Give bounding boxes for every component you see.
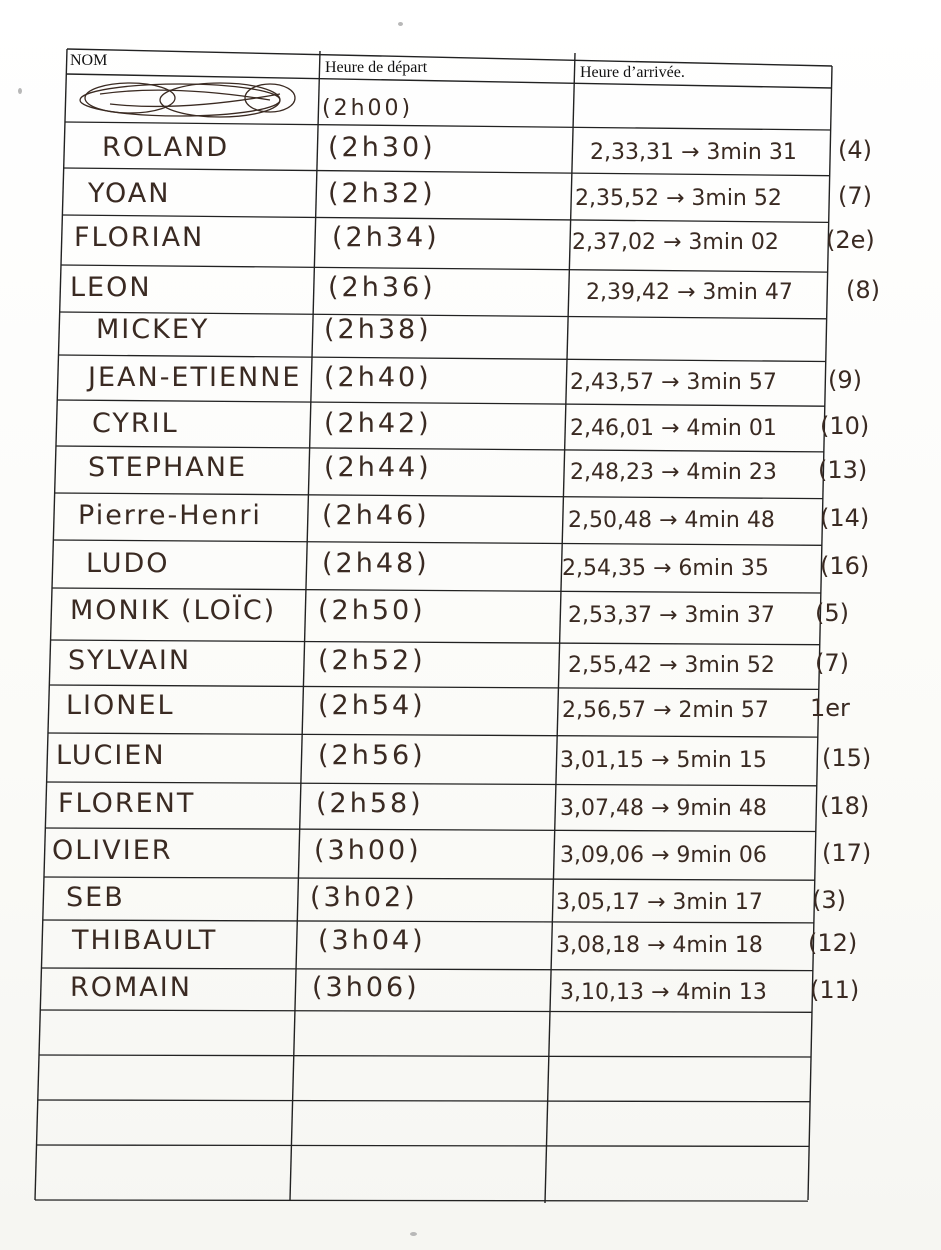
departure-time: (2h40) <box>324 362 432 393</box>
rank-label: (16) <box>820 552 870 580</box>
column-header-arrivee: Heure d’arrivée. <box>580 64 685 81</box>
rank-label: (9) <box>828 366 862 394</box>
participant-name: LUDO <box>86 548 170 579</box>
row-separator <box>49 685 819 689</box>
row-separator <box>56 446 824 452</box>
row-separator <box>61 265 828 272</box>
participant-name: FLORENT <box>58 788 196 819</box>
arrival-time: 2,46,01 → 4min 01 <box>570 416 777 441</box>
participant-name: FLORIAN <box>74 222 205 253</box>
row-separator <box>58 355 825 362</box>
rank-label: (10) <box>820 412 870 440</box>
participant-name: THIBAULT <box>72 925 218 956</box>
arrival-time: 2,56,57 → 2min 57 <box>562 698 769 723</box>
rank-label: (3) <box>812 886 846 914</box>
departure-time: (2h32) <box>328 178 436 209</box>
row-separator <box>57 400 825 406</box>
row-separator <box>55 493 823 499</box>
departure-time: (2h30) <box>328 132 436 163</box>
participant-name: SYLVAIN <box>68 645 192 676</box>
participant-name: LEON <box>70 272 152 303</box>
rank-label: 1er <box>810 694 850 722</box>
participant-name: MICKEY <box>96 314 210 345</box>
rank-label: (7) <box>815 649 849 677</box>
rank-label: (2e) <box>826 226 875 254</box>
departure-time: (2h56) <box>318 740 426 771</box>
participant-name: JEAN-ETIENNE <box>88 362 302 393</box>
departure-time: (2h52) <box>318 645 426 676</box>
row-separator <box>65 122 831 130</box>
row-separator <box>52 588 821 593</box>
arrival-time: 2,37,02 → 3min 02 <box>572 230 779 255</box>
row-separator <box>38 1100 810 1102</box>
participant-name: ROMAIN <box>70 972 192 1003</box>
rank-label: (17) <box>822 839 872 867</box>
row-separator <box>44 877 815 880</box>
row-separator <box>40 1010 812 1012</box>
arrival-time: 2,39,42 → 3min 47 <box>586 280 793 305</box>
arrival-time: 3,09,06 → 9min 06 <box>560 843 767 868</box>
departure-time: (2h50) <box>318 595 426 626</box>
departure-time: (3h06) <box>312 972 420 1003</box>
departure-time: (2h46) <box>322 500 430 531</box>
participant-name: LIONEL <box>66 690 175 721</box>
rank-label: (5) <box>815 599 849 627</box>
row-separator <box>48 733 818 737</box>
row-separator <box>41 968 812 971</box>
rank-label: (18) <box>820 792 870 820</box>
rank-label: (11) <box>810 976 860 1004</box>
arrival-time: 2,35,52 → 3min 52 <box>575 186 782 211</box>
arrival-time: 3,10,13 → 4min 13 <box>560 980 767 1005</box>
arrival-time: 3,05,17 → 3min 17 <box>556 890 763 915</box>
first-row-depart: (2h00) <box>322 96 414 121</box>
scribbled-name <box>70 76 305 122</box>
row-separator <box>45 828 816 832</box>
departure-time: (2h48) <box>322 548 430 579</box>
departure-time: (2h44) <box>324 452 432 483</box>
row-separator <box>43 920 814 923</box>
participant-name: CYRIL <box>92 408 179 439</box>
arrival-time: 3,08,18 → 4min 18 <box>556 933 763 958</box>
row-separator <box>37 1145 810 1146</box>
rank-label: (4) <box>838 136 872 164</box>
participant-name: STEPHANE <box>88 452 248 483</box>
arrival-time: 2,53,37 → 3min 37 <box>568 603 775 628</box>
arrival-time: 2,55,42 → 3min 52 <box>568 653 775 678</box>
column-header-nom: NOM <box>70 52 108 69</box>
departure-time: (3h04) <box>318 925 426 956</box>
row-separator <box>53 540 822 545</box>
participant-name: Pierre-Henri <box>78 500 262 531</box>
row-separator <box>35 1200 808 1201</box>
departure-time: (3h00) <box>314 835 422 866</box>
departure-time: (2h38) <box>324 314 432 345</box>
arrival-time: 3,07,48 → 9min 48 <box>560 796 767 821</box>
arrival-time: 2,50,48 → 4min 48 <box>568 508 775 533</box>
departure-time: (2h54) <box>318 690 426 721</box>
participant-name: YOAN <box>88 178 171 209</box>
rank-label: (13) <box>818 456 868 484</box>
participant-name: SEB <box>66 882 125 913</box>
row-separator <box>47 782 817 786</box>
participant-name: MONIK (LOÏC) <box>70 595 277 626</box>
rank-label: (7) <box>838 182 872 210</box>
row-separator <box>64 168 830 176</box>
arrival-time: 2,48,23 → 4min 23 <box>570 460 777 485</box>
column-header-depart: Heure de départ <box>325 59 428 76</box>
departure-time: (3h02) <box>310 882 418 913</box>
participant-name: OLIVIER <box>52 835 173 866</box>
arrival-time: 3,01,15 → 5min 15 <box>560 748 767 773</box>
arrival-time: 2,43,57 → 3min 57 <box>570 370 777 395</box>
rank-label: (12) <box>808 929 858 957</box>
departure-time: (2h58) <box>316 788 424 819</box>
arrival-time: 2,33,31 → 3min 31 <box>590 140 797 165</box>
row-separator <box>39 1055 811 1057</box>
participant-name: LUCIEN <box>56 740 166 771</box>
departure-time: (2h42) <box>324 408 432 439</box>
rank-label: (8) <box>846 276 880 304</box>
arrival-time: 2,54,35 → 6min 35 <box>562 556 769 581</box>
participant-name: ROLAND <box>102 132 230 163</box>
departure-time: (2h34) <box>332 222 440 253</box>
row-separator <box>51 640 820 645</box>
departure-time: (2h36) <box>328 272 436 303</box>
rank-label: (15) <box>822 744 872 772</box>
rank-label: (14) <box>820 504 870 532</box>
